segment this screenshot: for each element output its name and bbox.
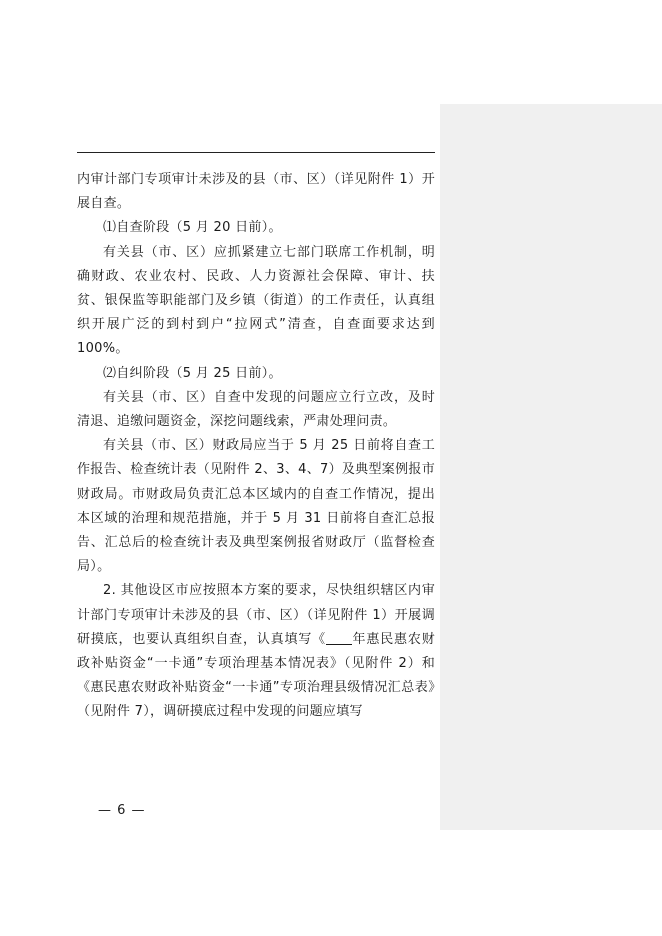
paragraph-text-after-blank: 年惠民惠农财政补贴资金“一卡通”专项治理基本情况表》（见附件 2）和《惠民惠农财政补贴资金“一卡通”专项治理县级情况汇总表》（见附件 7），调研摸底过程中发现的问题应填写 [77,631,435,720]
paragraph-item-2 [77,579,435,724]
paragraph: 有关县（市、区）应抓紧建立七部门联席工作机制，明确财政、农业农村、民政、人力资源社会保障、审计、扶贫、银保监等职能部门及乡镇（街道）的工作责任，认真组织开展广泛的到村到户“拉网式”清查，自查面要求达到 100%。 [77,244,435,357]
header-rule [77,152,435,153]
paragraph: 有关县（市、区）自查中发现的问题应立行立改，及时清退、追缴问题资金，深挖问题线索，严肃处理问责。 [77,389,435,430]
fill-in-blank [326,631,352,645]
paragraph: 内审计部门专项审计未涉及的县（市、区）（详见附件 1）开展自查。 [77,172,435,212]
paragraph-heading: ⑴自查阶段（5 月 20 日前）。 [103,220,282,236]
document-body [77,168,435,725]
paragraph: 有关县（市、区）财政局应当于 5 月 25 日前将自查工作报告、检查统计表（见附件 2、3、4、7）及典型案例报市财政局。市财政局负责汇总本区域内的自查工作情况，提出本区域的治理和规范措施，并于 5 月 31 日前将自查汇总报告、汇总后的检查统计表及典型案例报省财政厅（监督检查局）。 [77,438,435,575]
page-number: — 6 — [98,803,146,818]
paragraph-text-before-blank: 2. 其他设区市应按照本方案的要求，尽快组织辖区内审计部门专项审计未涉及的县（市、区）（详见附件 1）开展调研摸底，也要认真组织自查，认真填写《 [77,583,435,647]
paragraph-heading: ⑵自纠阶段（5 月 25 日前）。 [103,365,282,381]
comment-margin-panel [440,104,662,830]
